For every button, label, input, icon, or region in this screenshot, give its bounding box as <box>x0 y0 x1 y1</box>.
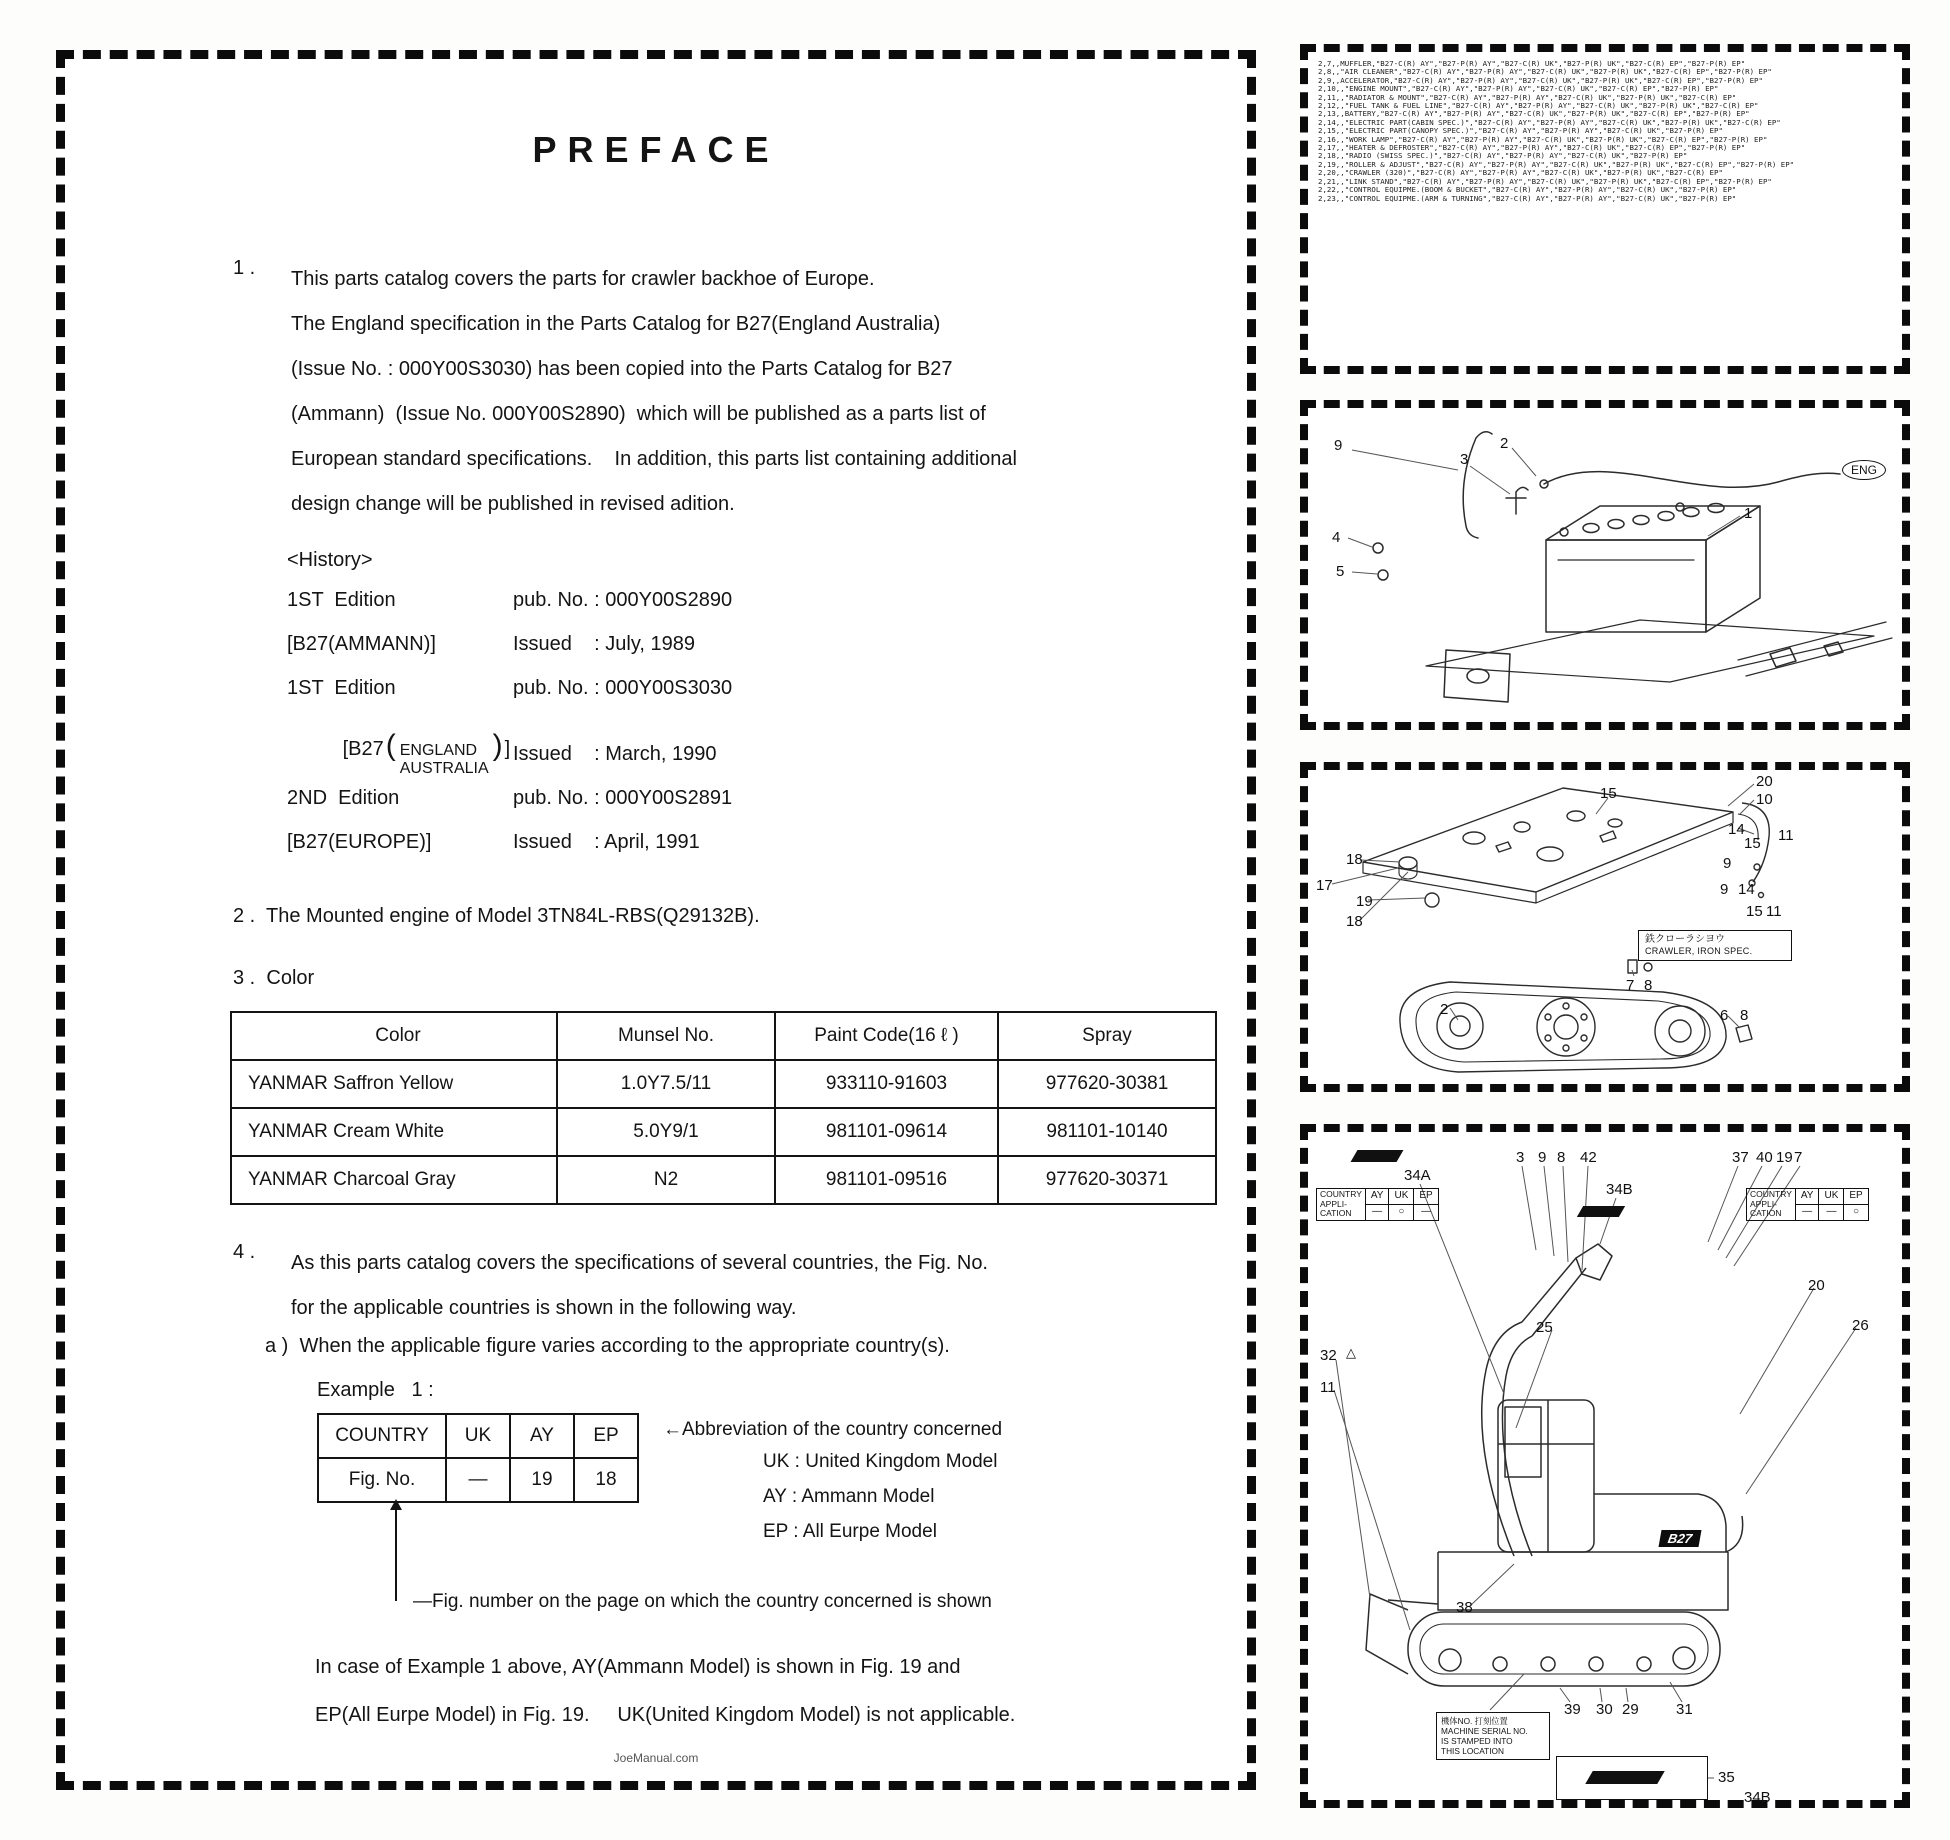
closing-paragraph <box>315 1643 1015 1739</box>
callout-label: 9 <box>1334 437 1343 454</box>
abbreviation-note: ←Abbreviation of the country concerned <box>663 1419 1003 1440</box>
callout-label: 5 <box>1336 563 1345 580</box>
chassis-diagram-panel <box>1300 762 1910 1092</box>
parts-line: 2,22,,"CONTROL EQUIPME.(BOOM & BUCKET","B27-C(R) AY","B27-P(R) AY","B27-C(R) UK","B27-P(R) EP" <box>1318 185 1737 195</box>
callout-label: 40 <box>1756 1149 1773 1166</box>
callout-label: 19 <box>1776 1149 1793 1166</box>
item-number: 1 . <box>233 257 256 279</box>
history-row: [B27( ENGLAND AUSTRALIA ) ] Issued : March, 1990 <box>342 728 717 777</box>
serial-note-box: 機体NO. 打刻位置 MACHINE SERIAL NO. IS STAMPED INTO THIS LOCATION <box>1436 1712 1550 1760</box>
decal-strip <box>1577 1206 1625 1217</box>
callout-label: 9 <box>1723 855 1732 872</box>
callout-label: 20 <box>1756 773 1773 790</box>
table-cell: YANMAR Saffron Yellow <box>231 1060 557 1108</box>
b27-model-decal: B27 <box>1659 1530 1702 1547</box>
table-cell: 933110-91603 <box>775 1060 998 1108</box>
callout-label: 19 <box>1356 893 1373 910</box>
callout-label: 2 <box>1500 435 1509 452</box>
parts-line: 2,19,,"ROLLER & ADJUST","B27-C(R) AY","B27-P(R) AY","B27-C(R) UK","B27-P(R) UK","B27-C(R) EP","B27-P(R) EP" <box>1318 159 1795 169</box>
text-line: In case of Example 1 above, AY(Ammann Model) is shown in Fig. 19 and <box>315 1656 961 1678</box>
callout-label: 4 <box>1332 529 1341 546</box>
table-cell: ○ <box>1844 1204 1868 1220</box>
color-table-row <box>231 1156 1216 1204</box>
callout-label: 8 <box>1740 1007 1749 1024</box>
footer-watermark: JoeManual.com <box>613 1751 699 1765</box>
preface-item-2: 2 . The Mounted engine of Model 3TN84L-RBS(Q29132B). <box>233 905 760 927</box>
decal-strip <box>1351 1150 1404 1162</box>
table-cell: 981101-09516 <box>775 1156 998 1204</box>
country-table-right <box>1746 1188 1869 1221</box>
table-cell: — <box>1819 1204 1844 1220</box>
table-header-cell: Spray <box>998 1012 1216 1060</box>
table-cell: — <box>1414 1204 1438 1220</box>
callout-label: 7 <box>1794 1149 1803 1166</box>
callout-label: 15 <box>1744 835 1761 852</box>
crawler-diagram <box>1308 770 1902 1084</box>
parts-line: 2,13,,BATTERY,"B27-C(R) AY","B27-P(R) AY","B27-C(R) UK","B27-P(R) UK","B27-C(R) EP","B27-P(R) EP" <box>1318 109 1750 119</box>
callout-label: 11 <box>1778 827 1794 844</box>
table-cell: — <box>446 1458 510 1502</box>
callout-label: 34B <box>1744 1789 1771 1806</box>
example-table-header-row <box>318 1414 638 1458</box>
table-cell: YANMAR Charcoal Gray <box>231 1156 557 1204</box>
callout-label: 35 <box>1718 1769 1735 1786</box>
preface-item-1 <box>233 257 1218 527</box>
callout-label: 1 <box>1744 505 1753 522</box>
parts-line: 2,12,,"FUEL TANK & FUEL LINE","B27-C(R) AY","B27-P(R) AY","B27-C(R) UK","B27-P(R) UK","B27-C(R) EP" <box>1318 101 1759 111</box>
callout-label: 38 <box>1456 1599 1473 1616</box>
decal-diagram-panel <box>1300 1124 1910 1808</box>
callout-label: 25 <box>1536 1319 1553 1336</box>
table-header-cell: COUNTRY <box>318 1414 446 1458</box>
table-cell: 19 <box>510 1458 574 1502</box>
callout-label: 3 <box>1516 1149 1525 1166</box>
parts-line: 2,10,,"ENGINE MOUNT","B27-C(R) AY","B27-P(R) AY","B27-C(R) UK","B27-C(R) EP","B27-P(R) EP" <box>1318 84 1719 94</box>
table-cell: Fig. No. <box>318 1458 446 1502</box>
parts-line: 2,21,,"LINK STAND","B27-C(R) AY","B27-P(R) AY","B27-C(R) UK","B27-P(R) UK","B27-C(R) EP","B27-P(R) EP" <box>1318 176 1772 186</box>
table-cell: 5.0Y9/1 <box>557 1108 775 1156</box>
table-cell: EP <box>1844 1189 1868 1205</box>
preface-item-3: 3 . Color <box>233 967 315 989</box>
table-cell: UK <box>1819 1189 1844 1205</box>
table-cell: UK <box>1389 1189 1414 1205</box>
abbreviation-block <box>663 1419 1002 1546</box>
callout-label: 15 <box>1600 785 1617 802</box>
example-table <box>317 1413 639 1503</box>
callout-label: 8 <box>1557 1149 1566 1166</box>
table-cell: COUNTRY APPLI- CATION <box>1747 1189 1796 1221</box>
callout-label: 37 <box>1732 1149 1749 1166</box>
callout-label: 9 <box>1538 1149 1547 1166</box>
table-cell: EP <box>1414 1189 1438 1205</box>
callout-label: 39 <box>1564 1701 1581 1718</box>
callout-label: 11 <box>1766 903 1782 920</box>
history-row: 1ST Edition pub. No. : 000Y00S3030 <box>287 677 733 699</box>
decal-strip <box>1585 1771 1665 1784</box>
page-title: PREFACE <box>532 129 780 170</box>
text-line: The England specification in the Parts Catalog for B27(England Australia) <box>291 313 941 335</box>
callout-label: 20 <box>1808 1277 1825 1294</box>
table-cell: YANMAR Cream White <box>231 1108 557 1156</box>
parts-line: 2,20,,"CRAWLER (320)","B27-C(R) AY","B27-P(R) AY","B27-C(R) UK","B27-P(R) UK","B27-C(R) EP" <box>1318 168 1723 178</box>
history-row: 1ST Edition pub. No. : 000Y00S2890 <box>287 589 733 611</box>
table-cell: 977620-30381 <box>998 1060 1216 1108</box>
abbrev-line: AY : Ammann Model <box>763 1486 935 1507</box>
table-header-cell: UK <box>446 1414 510 1458</box>
callout-label: 18 <box>1346 851 1363 868</box>
callout-label: 32 <box>1320 1347 1337 1364</box>
parts-line: 2,15,,"ELECTRIC PART(CANOPY SPEC.)","B27-C(R) AY","B27-P(R) AY","B27-C(R) UK","B27-P(R) EP" <box>1318 126 1723 136</box>
callout-label: 15 <box>1746 903 1763 920</box>
example-label: Example 1 : <box>317 1379 434 1401</box>
callout-label: 34B <box>1606 1181 1633 1198</box>
parts-list-panel <box>1300 44 1910 374</box>
color-table-row <box>231 1060 1216 1108</box>
excavator-diagram <box>1308 1132 1902 1800</box>
parts-line: 2,7,,MUFFLER,"B27-C(R) AY","B27-P(R) AY","B27-C(R) UK","B27-P(R) UK","B27-C(R) EP","B27-P(R) EP" <box>1318 59 1746 68</box>
table-header-cell: Paint Code(16 ℓ ) <box>775 1012 998 1060</box>
callout-label: 10 <box>1756 791 1773 808</box>
item-1-text <box>291 257 1218 527</box>
table-cell: 981101-09614 <box>775 1108 998 1156</box>
history-row: [B27(EUROPE)] Issued : April, 1991 <box>287 831 700 853</box>
callout-label: 18 <box>1346 913 1363 930</box>
parts-line: 2,8,,"AIR CLEANER","B27-C(R) AY","B27-P(R) AY","B27-C(R) UK","B27-P(R) UK","B27-C(R) EP","B27-P(R) EP" <box>1318 67 1772 77</box>
warning-triangle-icon: △ <box>1346 1345 1356 1360</box>
abbrev-line: UK : United Kingdom Model <box>763 1451 998 1472</box>
callout-label: 30 <box>1596 1701 1613 1718</box>
callout-label: 42 <box>1580 1149 1597 1166</box>
table-cell: N2 <box>557 1156 775 1204</box>
table-cell: 981101-10140 <box>998 1108 1216 1156</box>
table-cell: AY <box>1795 1189 1819 1205</box>
table-cell: COUNTRY APPLI- CATION <box>1317 1189 1366 1221</box>
callout-label: 14 <box>1738 881 1755 898</box>
parts-line: 2,16,,"WORK LAMP","B27-C(R) AY","B27-P(R) AY","B27-C(R) UK","B27-P(R) UK","B27-C(R) EP","B27-P(R) EP" <box>1318 134 1768 144</box>
color-table <box>230 1011 1217 1205</box>
parts-list <box>1318 60 1800 203</box>
eng-badge: ENG <box>1842 460 1886 480</box>
callout-label: 2 <box>1440 1001 1449 1018</box>
callout-label: 17 <box>1316 877 1333 894</box>
item-4a-line: a ) When the applicable figure varies according to the appropriate country(s). <box>265 1335 950 1357</box>
parts-line: 2,23,,"CONTROL EQUIPME.(ARM & TURNING","B27-C(R) AY","B27-P(R) AY","B27-C(R) UK","B27-P(R) EP" <box>1318 193 1737 203</box>
fig-number-note: —Fig. number on the page on which the country concerned is shown <box>413 1591 992 1612</box>
history-row: [B27(AMMANN)] Issued : July, 1989 <box>287 633 695 655</box>
callout-label: 29 <box>1622 1701 1639 1718</box>
bottom-decal-box <box>1556 1756 1708 1800</box>
table-header-cell: AY <box>510 1414 574 1458</box>
crawler-spec-label: 鉄クローラシヨウ CRAWLER, IRON SPEC. <box>1638 930 1792 961</box>
table-cell: AY <box>1365 1189 1389 1205</box>
callout-label: 8 <box>1644 977 1653 994</box>
callout-label: 11 <box>1320 1379 1336 1396</box>
battery-diagram-panel <box>1300 400 1910 730</box>
parts-line: 2,9,,ACCELERATOR,"B27-C(R) AY","B27-P(R) AY","B27-C(R) UK","B27-P(R) UK","B27-C(R) EP","B27-P(R) EP" <box>1318 75 1763 85</box>
table-cell: 1.0Y7.5/11 <box>557 1060 775 1108</box>
callout-label: 31 <box>1676 1701 1693 1718</box>
text-line: (Issue No. : 000Y00S3030) has been copied into the Parts Catalog for B27 <box>291 358 953 380</box>
callout-label: 26 <box>1852 1317 1869 1334</box>
text-line: for the applicable countries is shown in the following way. <box>291 1297 797 1319</box>
callout-label: 3 <box>1460 451 1469 468</box>
parts-line: 2,17,,"HEATER & DEFROSTER","B27-C(R) AY","B27-P(R) AY","B27-C(R) UK","B27-C(R) EP","B27-P(R) EP" <box>1318 143 1746 153</box>
arrow-line <box>395 1509 397 1601</box>
callout-label: 14 <box>1728 821 1745 838</box>
table-cell: — <box>1365 1204 1389 1220</box>
text-line: As this parts catalog covers the specifications of several countries, the Fig. No. <box>291 1252 988 1274</box>
text-line: EP(All Eurpe Model) in Fig. 19. UK(United Kingdom Model) is not applicable. <box>315 1704 1016 1726</box>
table-cell: 18 <box>574 1458 638 1502</box>
text-line: This parts catalog covers the parts for crawler backhoe of Europe. <box>291 268 875 290</box>
parts-line: 2,14,,"ELECTRIC PART(CABIN SPEC.)","B27-C(R) AY","B27-P(R) AY","B27-C(R) UK","B27-P(R) UK","B27-C(R) EP" <box>1318 117 1781 127</box>
abbrev-line: EP : All Eurpe Model <box>763 1521 937 1542</box>
text-line: design change will be published in revised adition. <box>291 493 735 515</box>
table-header-cell: Munsel No. <box>557 1012 775 1060</box>
preface-item-4: 4 . As this parts catalog covers the specifications of several countries, the Fig. No. for the applicable countries is shown in the following way. <box>233 1241 1218 1331</box>
table-header-cell: EP <box>574 1414 638 1458</box>
table-cell: ○ <box>1389 1204 1414 1220</box>
battery-diagram <box>1308 408 1902 722</box>
parts-line: 2,18,,"RADIO (SWISS SPEC.)","B27-C(R) AY","B27-P(R) AY","B27-C(R) UK","B27-P(R) EP" <box>1318 151 1688 161</box>
preface-page <box>56 50 1256 1790</box>
parts-line: 2,11,,"RADIATOR & MOUNT","B27-C(R) AY","B27-P(R) AY","B27-C(R) UK","B27-P(R) UK","B27-C(R) EP" <box>1318 92 1737 102</box>
stacked-label: ENGLAND AUSTRALIA <box>399 741 489 777</box>
text-line: (Ammann) (Issue No. 000Y00S2890) which will be published as a parts list of <box>291 403 986 425</box>
table-header-cell: Color <box>231 1012 557 1060</box>
table-cell: 977620-30371 <box>998 1156 1216 1204</box>
country-table-left <box>1316 1188 1439 1221</box>
history-block <box>287 545 732 875</box>
table-cell: — <box>1795 1204 1819 1220</box>
color-table-header-row <box>231 1012 1216 1060</box>
text-line: European standard specifications. In addition, this parts list containing additional <box>291 448 1017 470</box>
history-heading: <History> <box>287 549 373 571</box>
callout-label: 9 <box>1720 881 1729 898</box>
color-table-row <box>231 1108 1216 1156</box>
callout-label: 6 <box>1720 1007 1729 1024</box>
example-table-row <box>318 1458 638 1502</box>
history-row: 2ND Edition pub. No. : 000Y00S2891 <box>287 787 733 809</box>
callout-label: 34A <box>1404 1167 1431 1184</box>
callout-label: 7 <box>1626 977 1635 994</box>
